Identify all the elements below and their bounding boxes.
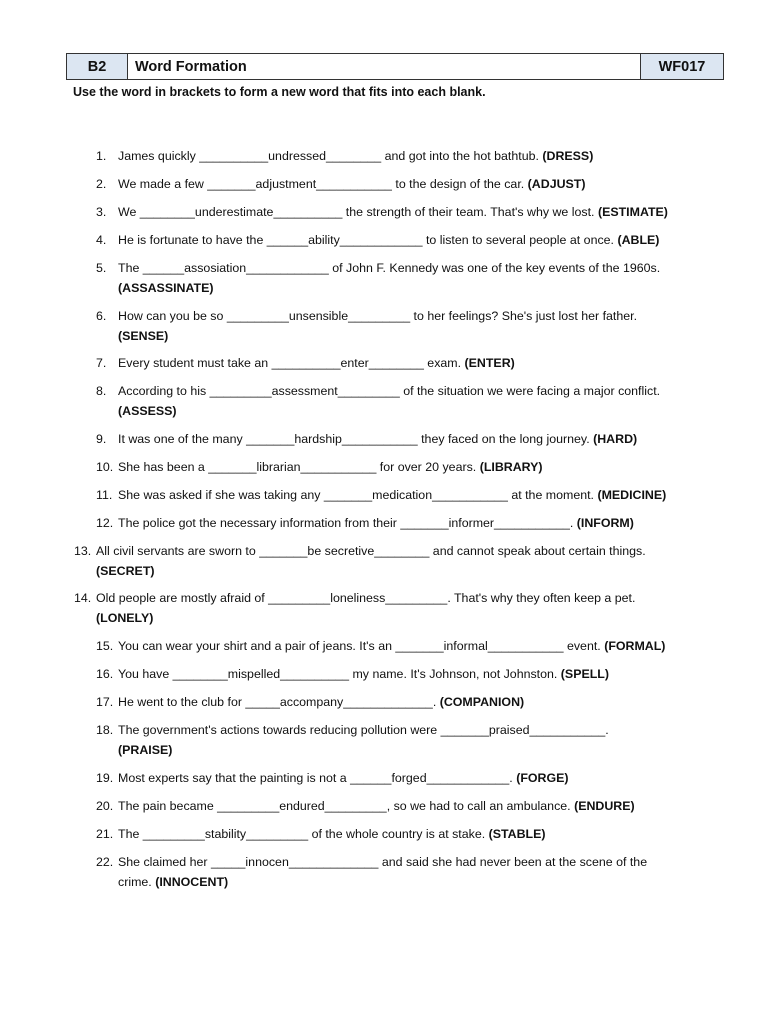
question-item — [96, 769, 746, 789]
question-number: 21. — [96, 827, 114, 841]
question-text: Old people are mostly afraid of _________loneliness_________. That's why they often keep a pet. — [96, 591, 636, 605]
question-hint: (ADJUST) — [527, 177, 586, 191]
question-number: 8. — [96, 384, 107, 398]
question-number: 17. — [96, 695, 114, 709]
question-hint: (ENTER) — [464, 356, 515, 370]
question-text: He went to the club for _____accompany_____________. — [118, 695, 437, 709]
question-hint: (INFORM) — [576, 516, 634, 530]
question-text: She was asked if she was taking any _______medication___________ at the moment. — [118, 488, 594, 502]
question-number: 14. — [74, 591, 92, 605]
question-item — [96, 486, 746, 506]
question-continuation — [74, 609, 724, 629]
question-hint: (SENSE) — [118, 328, 169, 343]
question-item — [96, 665, 746, 685]
question-number: 5. — [96, 261, 107, 275]
question-number: 6. — [96, 309, 107, 323]
question-text: Most experts say that the painting is not a ______forged____________. — [118, 771, 513, 785]
question-item — [74, 589, 724, 628]
question-text: The pain became _________endured_________, so we had to call an ambulance. — [118, 799, 571, 813]
question-continuation — [74, 562, 724, 582]
question-text: You can wear your shirt and a pair of jeans. It's an _______informal___________ event. — [118, 639, 601, 653]
question-hint: (HARD) — [593, 432, 638, 446]
question-text: According to his _________assessment_________ of the situation we were facing a major conflict. — [118, 384, 661, 398]
header-table — [66, 53, 724, 80]
question-hint: (STABLE) — [488, 827, 546, 841]
question-item — [96, 147, 746, 167]
question-hint: (ASSASSINATE) — [118, 280, 214, 295]
question-number: 2. — [96, 177, 107, 191]
question-text: It was one of the many _______hardship___________ they faced on the long journey. — [118, 432, 590, 446]
question-number: 22. — [96, 855, 114, 869]
question-number: 12. — [96, 516, 114, 530]
question-item — [96, 458, 746, 478]
question-item — [96, 721, 746, 760]
question-hint: (SPELL) — [560, 667, 609, 681]
question-number: 10. — [96, 460, 114, 474]
question-item — [96, 231, 746, 251]
question-text-continued: crime. — [118, 874, 152, 889]
question-number: 7. — [96, 356, 107, 370]
question-number: 9. — [96, 432, 107, 446]
question-hint: (ABLE) — [617, 233, 660, 247]
question-hint: (INNOCENT) — [155, 874, 229, 889]
question-hint: (DRESS) — [542, 149, 594, 163]
question-text: All civil servants are sworn to _______be secretive________ and cannot speak about certain things. — [96, 544, 646, 558]
worksheet-title: Word Formation — [128, 54, 641, 79]
question-hint: (SECRET) — [96, 563, 155, 578]
question-item — [96, 514, 746, 534]
question-text: The government's actions towards reducing pollution were _______praised___________. — [118, 723, 609, 737]
question-hint: (COMPANION) — [439, 695, 525, 709]
question-item — [96, 693, 746, 713]
question-text: How can you be so _________unsensible_________ to her feelings? She's just lost her father. — [118, 309, 638, 323]
question-continuation — [96, 327, 746, 347]
instructions: Use the word in brackets to form a new word that fits into each blank. — [73, 85, 486, 99]
question-number: 13. — [74, 544, 92, 558]
question-item — [96, 354, 746, 374]
question-hint: (MEDICINE) — [597, 488, 667, 502]
question-item — [96, 259, 746, 298]
question-item — [96, 430, 746, 450]
question-number: 16. — [96, 667, 114, 681]
question-text: He is fortunate to have the ______ability____________ to listen to several people at once. — [118, 233, 614, 247]
question-hint: (ASSESS) — [118, 403, 177, 418]
question-text: She has been a _______librarian___________ for over 20 years. — [118, 460, 477, 474]
question-text: We made a few _______adjustment___________ to the design of the car. — [118, 177, 525, 191]
question-item — [96, 825, 746, 845]
question-number: 19. — [96, 771, 114, 785]
question-item — [96, 853, 746, 892]
question-item — [96, 307, 746, 346]
question-item — [96, 203, 746, 223]
question-number: 15. — [96, 639, 114, 653]
question-text: She claimed her _____innocen_____________ and said she had never been at the scene of the — [118, 855, 648, 869]
question-number: 4. — [96, 233, 107, 247]
question-hint: (FORMAL) — [604, 639, 666, 653]
question-hint: (FORGE) — [516, 771, 569, 785]
question-number: 3. — [96, 205, 107, 219]
question-number: 20. — [96, 799, 114, 813]
question-hint: (LIBRARY) — [479, 460, 543, 474]
question-text: We ________underestimate__________ the strength of their team. That's why we lost. — [118, 205, 595, 219]
question-item — [96, 637, 746, 657]
question-text: The ______assosiation____________ of John F. Kennedy was one of the key events of the 1960s. — [118, 261, 661, 275]
question-continuation — [96, 402, 746, 422]
question-text: The police got the necessary information from their _______informer___________. — [118, 516, 574, 530]
question-hint: (PRAISE) — [118, 742, 173, 757]
question-item — [96, 797, 746, 817]
question-hint: (LONELY) — [96, 610, 154, 625]
question-number: 1. — [96, 149, 107, 163]
question-continuation — [96, 873, 746, 893]
question-item — [74, 542, 724, 581]
worksheet-code: WF017 — [641, 54, 723, 79]
question-continuation — [96, 279, 746, 299]
question-text: The _________stability_________ of the whole country is at stake. — [118, 827, 486, 841]
question-number: 18. — [96, 723, 114, 737]
question-item — [96, 382, 746, 421]
question-hint: (ESTIMATE) — [597, 205, 668, 219]
question-text: You have ________mispelled__________ my name. It's Johnson, not Johnston. — [118, 667, 558, 681]
question-continuation — [96, 741, 746, 761]
question-text: Every student must take an __________enter________ exam. — [118, 356, 462, 370]
question-item — [96, 175, 746, 195]
question-hint: (ENDURE) — [574, 799, 635, 813]
question-number: 11. — [96, 488, 113, 502]
question-text: James quickly __________undressed________ and got into the hot bathtub. — [118, 149, 539, 163]
level-cell: B2 — [67, 54, 128, 79]
